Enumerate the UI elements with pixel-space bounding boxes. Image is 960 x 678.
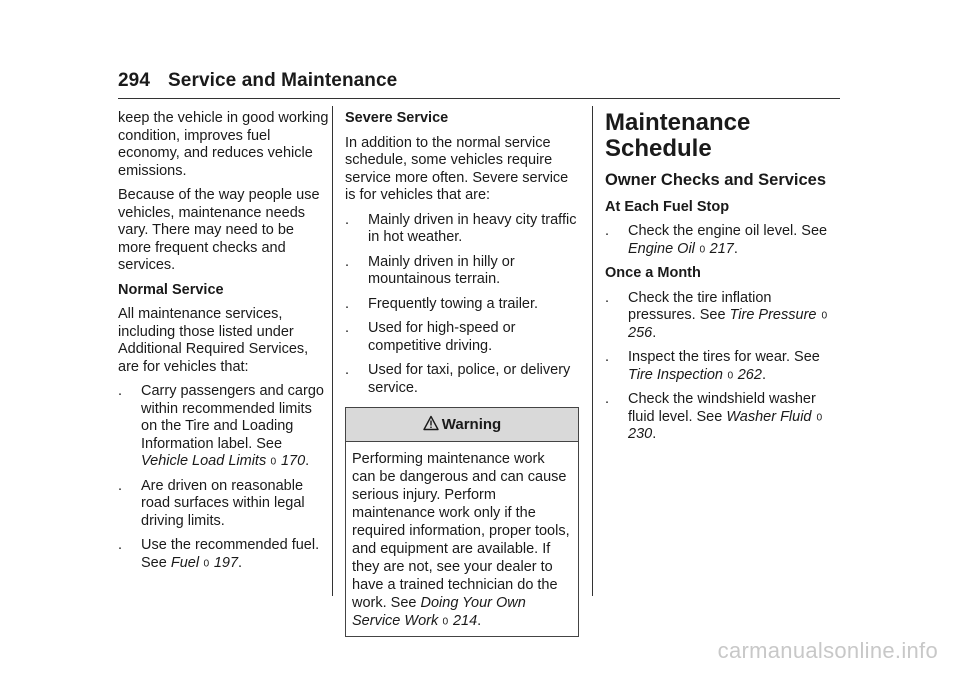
page-header (118, 70, 397, 92)
cross-reference-link[interactable]: Engine Oil 0 217 (628, 240, 734, 257)
cross-reference-link[interactable]: Doing Your Own Service Work 0 214 (352, 594, 526, 629)
warning-label: Warning (441, 416, 502, 433)
normal-service-heading: Normal Service (118, 281, 224, 298)
column-3 (605, 110, 840, 451)
column-divider-2 (592, 106, 593, 596)
watermark-text: carmanualsonline.info (717, 638, 938, 663)
page-ref-icon: 0 (442, 614, 449, 627)
section-title: Maintenance Schedule (605, 109, 751, 162)
chapter-title: Service and Maintenance (168, 70, 398, 91)
fuel-stop-heading: At Each Fuel Stop (605, 198, 730, 215)
page-ref-icon: 0 (821, 309, 827, 322)
list-item: . Check the tire inflation pressures. See Tire Pressure 0 256. (605, 289, 827, 341)
bullet-icon: . (118, 477, 123, 494)
paragraph: Because of the way people use vehicles, maintenance needs vary. There may need to be more frequent checks and services. (118, 187, 320, 273)
list-item: . Used for high-speed or competitive driving. (345, 320, 516, 354)
list-item: . Frequently towing a trailer. (345, 295, 539, 312)
list-item: . Inspect the tires for wear. See Tire Inspection 0 262. (605, 349, 820, 383)
list-item: . Check the engine oil level. See Engine Oil 0 217. (605, 223, 828, 257)
bullet-icon: . (605, 223, 610, 239)
bullet-icon: . (605, 349, 610, 365)
bullet-icon: . (605, 289, 610, 306)
page-ref-icon: 0 (699, 242, 706, 255)
cross-reference-link[interactable]: Tire Pressure 0 256 (628, 307, 827, 341)
bullet-icon: . (345, 253, 350, 270)
cross-reference-link[interactable]: Washer Fluid 0 230 (628, 408, 822, 442)
warning-box (345, 407, 579, 637)
page-ref-icon: 0 (203, 556, 210, 569)
once-a-month-heading: Once a Month (605, 265, 701, 281)
cross-reference-link[interactable]: Fuel 0 197 (170, 554, 239, 571)
column-1 (118, 110, 330, 579)
cross-reference-link[interactable]: Tire Inspection 0 262 (628, 366, 762, 383)
list-item: . Used for taxi, police, or delivery service. (345, 362, 571, 396)
column-divider-1 (332, 106, 333, 596)
warning-header (346, 408, 578, 442)
page-ref-icon: 0 (816, 410, 822, 423)
bullet-icon: . (345, 320, 350, 336)
list-item: . Use the recommended fuel. See Fuel 0 197. (118, 537, 320, 571)
warning-body: Performing maintenance work can be dangerous and can cause serious injury. Perform maintenance work only if the required information, proper tools, and equipment are available. If they are not, see your dealer to have a trained technician do the work. See Doing Your Own Service Work 0 214. (352, 450, 570, 629)
list-item: . Check the windshield washer fluid level. See Washer Fluid 0 230. (605, 391, 822, 442)
column-2 (345, 110, 580, 637)
paragraph: keep the vehicle in good working condition, improves fuel economy, and reduces vehicle emissions. (118, 110, 329, 179)
list-item: . Are driven on reasonable road surfaces within legal driving limits. (118, 477, 305, 529)
paragraph: All maintenance services, including those listed under Additional Required Services, are for vehicles that: (118, 306, 309, 375)
severe-service-heading: Severe Service (345, 110, 449, 126)
paragraph: In addition to the normal service schedule, some vehicles require service more often. Severe service is for vehicles that are: (345, 134, 569, 203)
bullet-icon: . (118, 383, 123, 399)
cross-reference-link[interactable]: Vehicle Load Limits 0 170 (141, 453, 306, 469)
list-item: . Mainly driven in heavy city traffic in hot weather. (345, 211, 577, 245)
header-rule (118, 98, 840, 99)
page-number: 294 (118, 70, 151, 91)
list-item: . Carry passengers and cargo within recommended limits on the Tire and Loading Information label. See Vehicle Load Limits 0 170. (118, 383, 324, 469)
bullet-icon: . (118, 537, 123, 553)
bullet-icon: . (345, 211, 350, 228)
page-ref-icon: 0 (270, 455, 277, 468)
warning-triangle-icon (423, 415, 439, 431)
subsection-title: Owner Checks and Services (605, 171, 827, 189)
list-item: . Mainly driven in hilly or mountainous terrain. (345, 253, 515, 287)
page-ref-icon: 0 (727, 368, 734, 381)
bullet-icon: . (345, 295, 350, 312)
bullet-icon: . (345, 362, 350, 378)
bullet-icon: . (605, 391, 610, 407)
